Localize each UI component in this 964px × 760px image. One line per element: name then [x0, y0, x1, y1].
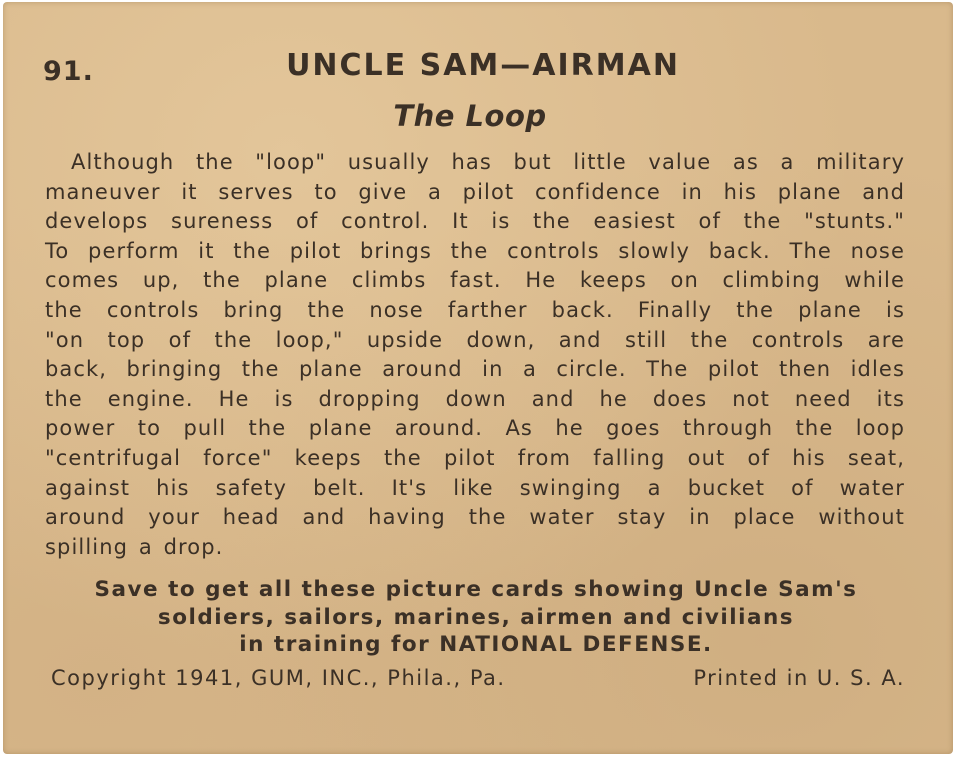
body-line: the engine. He is dropping down and he does not need its — [45, 386, 905, 411]
body-line: "on top of the loop," upside down, and still the controls are — [45, 327, 905, 352]
printed-in-text: Printed in U. S. A. — [693, 666, 905, 690]
body-line: back, bringing the plane around in a circle. The pilot then idles — [45, 357, 905, 382]
body-line: around your head and having the water stay in place without — [45, 505, 905, 530]
body-line: spilling a drop. — [45, 534, 224, 559]
card-number: 91. — [43, 56, 94, 87]
collect-message — [3, 576, 949, 659]
copyright-text: Copyright 1941, GUM, INC., Phila., Pa. — [51, 666, 506, 690]
card-body-text — [45, 148, 905, 562]
trading-card-back — [3, 2, 953, 754]
body-line: maneuver it serves to give a pilot confidence in his plane and — [45, 179, 905, 204]
collect-line: soldiers, sailors, marines, airmen and civilians — [157, 604, 795, 630]
body-line: Although the "loop" usually has but little value as a military — [71, 150, 905, 174]
card-title: UNCLE SAM—AIRMAN — [286, 48, 680, 83]
card-subtitle: The Loop — [393, 99, 547, 133]
body-line: against his safety belt. It's like swinging a bucket of water — [45, 475, 905, 500]
collect-line: in training for NATIONAL DEFENSE. — [239, 632, 713, 657]
collect-line: Save to get all these picture cards showing Uncle Sam's — [94, 577, 858, 602]
body-line: power to pull the plane around. As he goes through the loop — [45, 416, 905, 441]
body-line: "centrifugal force" keeps the pilot from falling out of his seat, — [45, 445, 905, 470]
body-line: comes up, the plane climbs fast. He keeps on climbing while — [45, 268, 905, 293]
body-line: the controls bring the nose farther back. Finally the plane is — [45, 297, 905, 322]
body-line: To perform it the pilot brings the controls slowly back. The nose — [45, 238, 905, 263]
body-line: develops sureness of control. It is the easiest of the "stunts." — [45, 209, 905, 234]
